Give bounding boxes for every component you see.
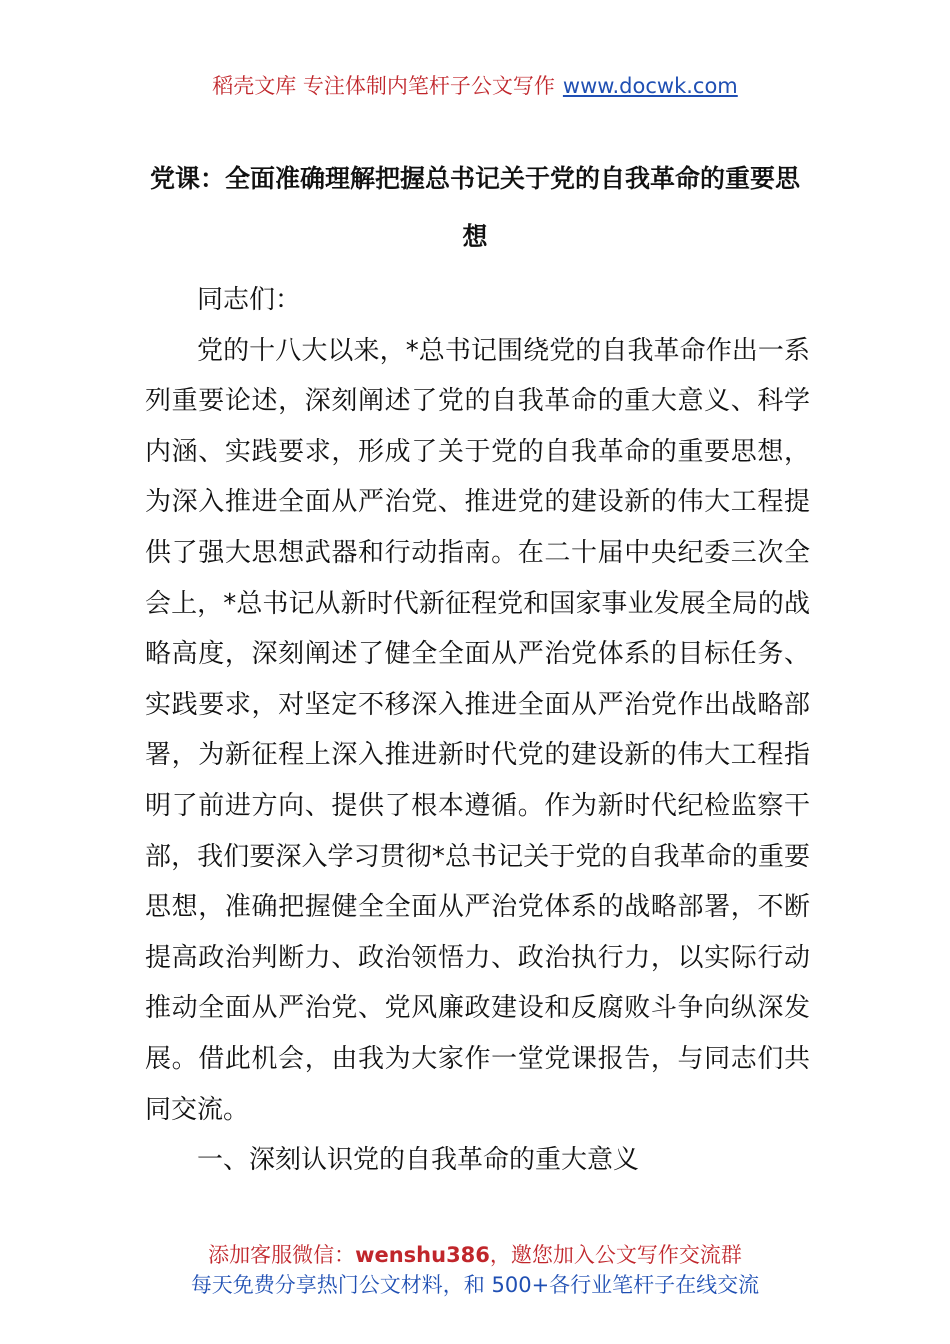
page-header <box>0 70 950 100</box>
footer-suffix: ，邀您加入公文写作交流群 <box>489 1243 742 1267</box>
section-heading: 一、深刻认识党的自我革命的重大意义 <box>197 1145 640 1176</box>
document-body <box>145 275 810 1186</box>
site-link[interactable]: www.docwk.com <box>562 74 738 98</box>
promo-footer <box>0 1240 950 1300</box>
document-title: 党课：全面准确理解把握总书记关于党的自我革命的重要思想 <box>149 164 800 251</box>
footer-line-1 <box>0 1240 950 1270</box>
footer-prefix: 添加客服微信： <box>208 1243 356 1267</box>
body-paragraph: 党的十八大以来，*总书记围绕党的自我革命作出一系列重要论述，深刻阐述了党的自我革命的重大意义、科学内涵、实践要求，形成了关于党的自我革命的重要思想，为深入推进全面从严治党、推进党的建设新的伟大工程提供了强大思想武器和行动指南。在二十届中央纪委三次全会上，*总书记从新时代新征程党和国家事业发展全局的战略高度，深刻阐述了健全全面从严治党体系的目标任务、实践要求，对坚定不移深入推进全面从严治党作出战略部署，为新征程上深入推进新时代党的建设新的伟大工程指明了前进方向、提供了根本遵循。作为新时代纪检监察干部，我们要深入学习贯彻*总书记关于党的自我革命的重要思想，准确把握健全全面从严治党体系的战略部署，不断提高政治判断力、政治领悟力、政治执行力，以实际行动推动全面从严治党、党风廉政建设和反腐败斗争向纵深发展。借此机会，由我为大家作一堂党课报告，与同志们共同交流。 <box>145 335 810 1125</box>
salutation: 同志们： <box>197 285 302 315</box>
footer-line-2: 每天免费分享热门公文材料，和 500+各行业笔杆子在线交流 <box>190 1273 760 1297</box>
brand-slogan: 稻壳文库 专注体制内笔杆子公文写作 <box>212 74 555 98</box>
wechat-id: wenshu386 <box>355 1243 490 1267</box>
